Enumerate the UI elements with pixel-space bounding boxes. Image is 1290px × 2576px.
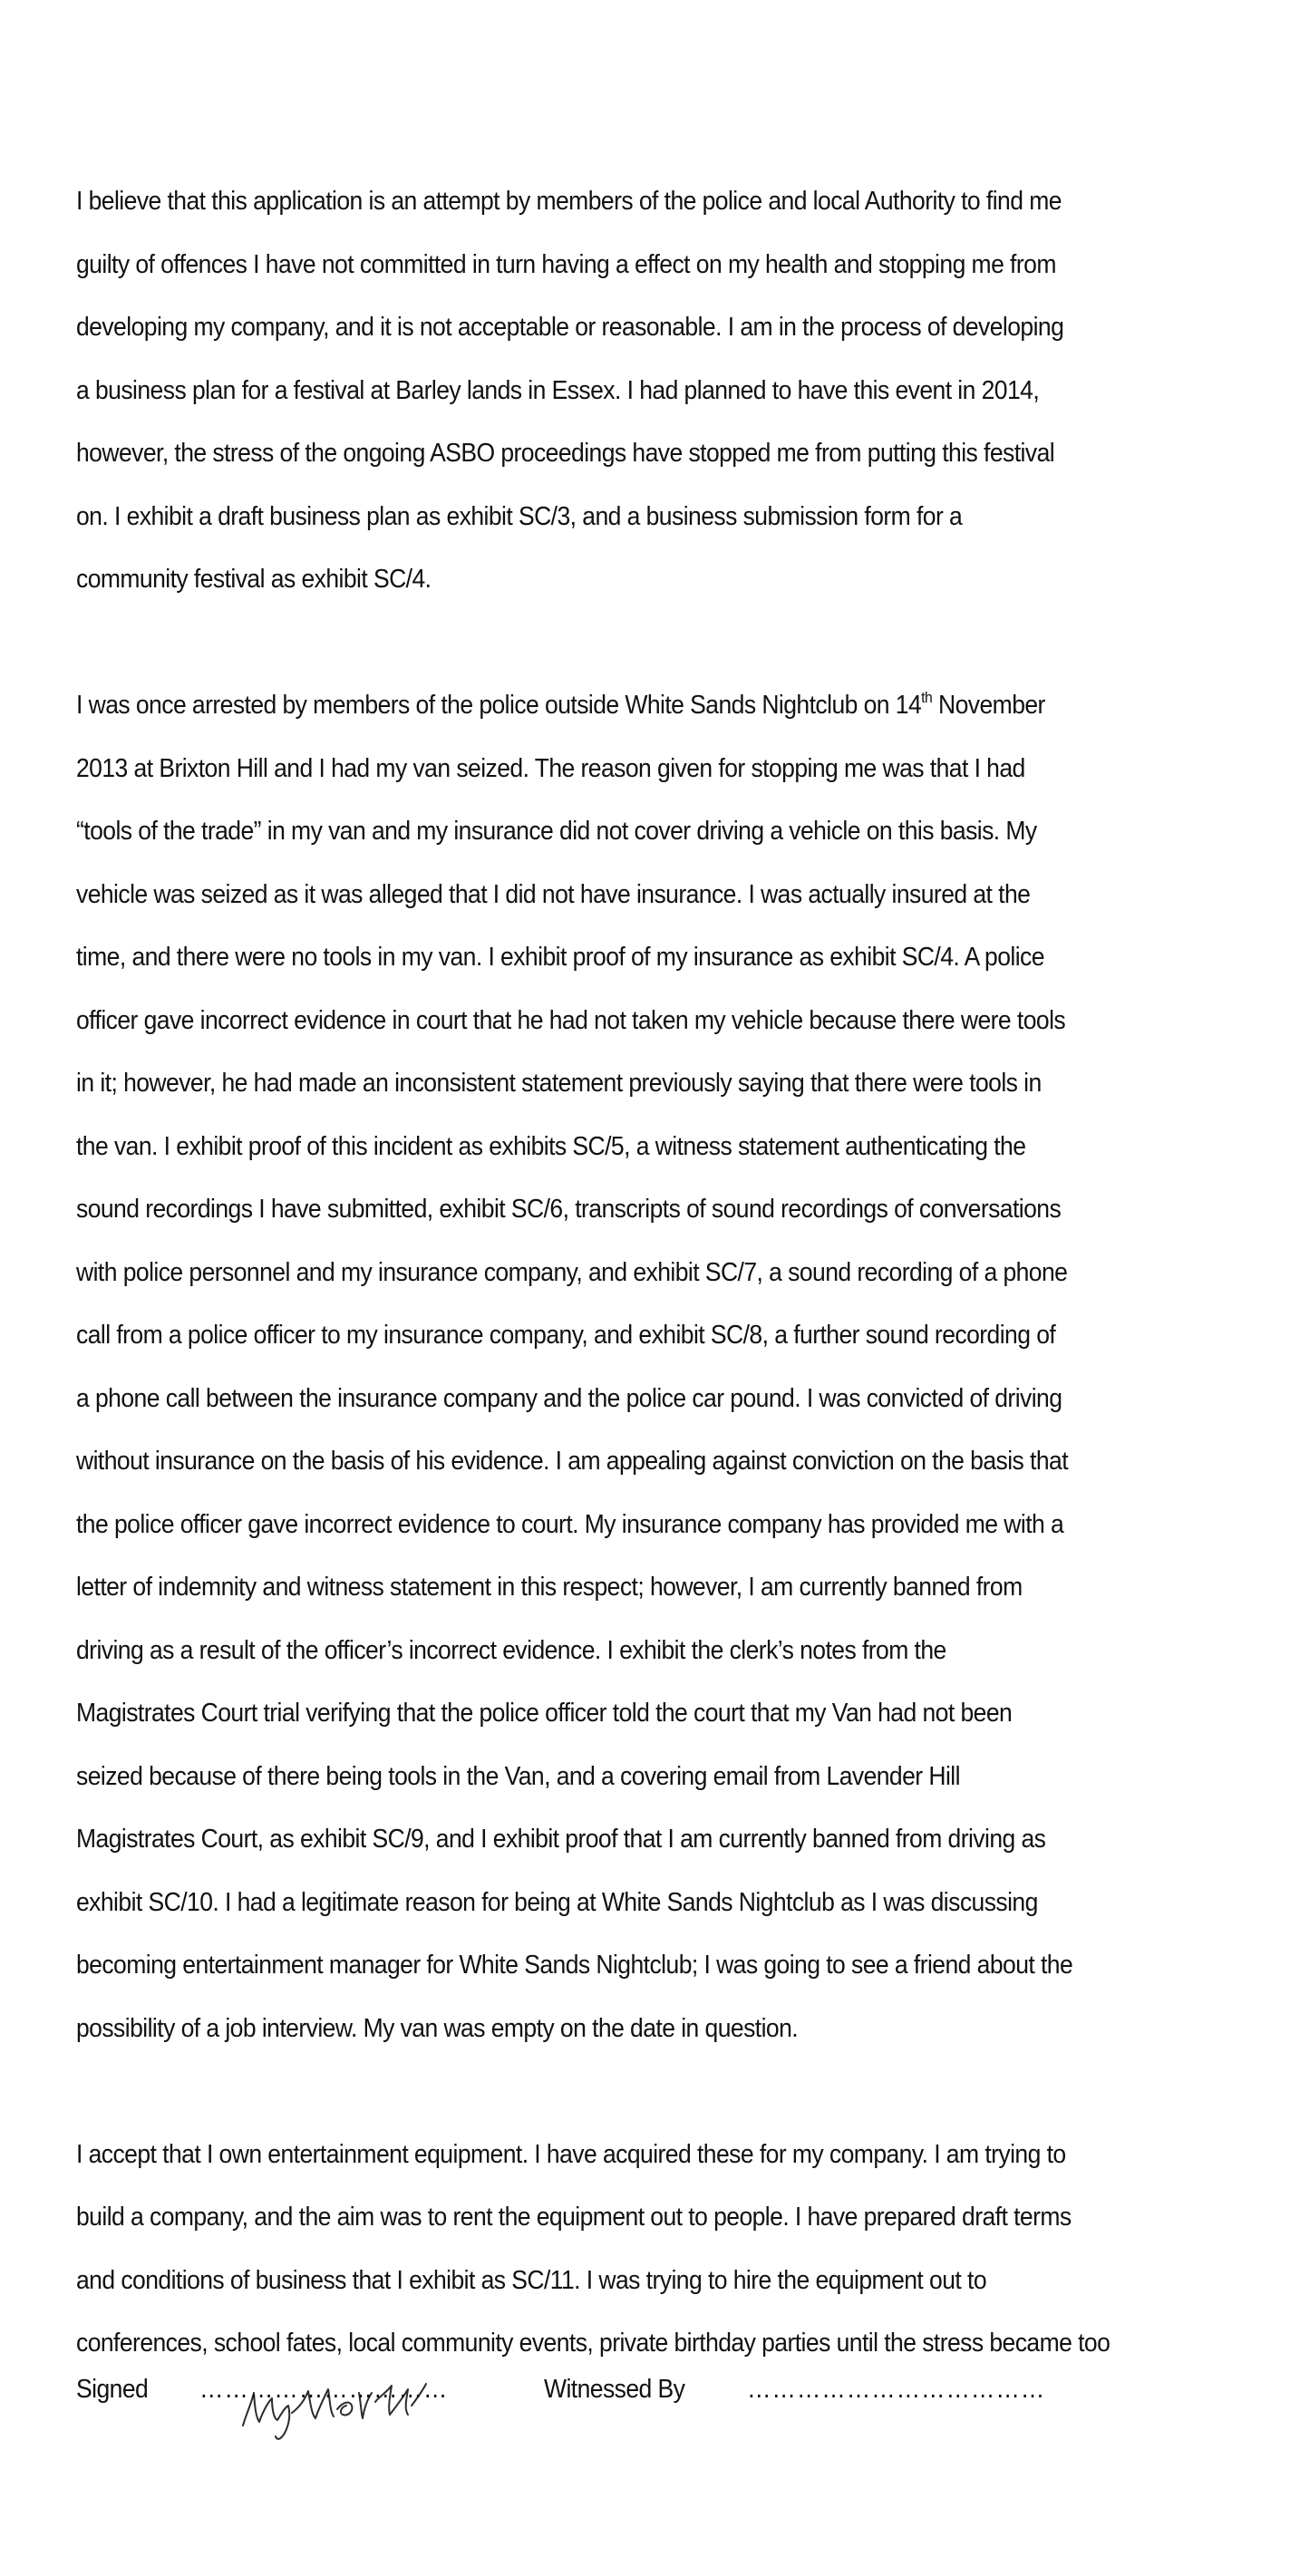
text-line: a business plan for a festival at Barley lands in Essex. I had planned to have this event in 2014, bbox=[76, 375, 1040, 405]
text-line: without insurance on the basis of his evidence. I am appealing against conviction on the basis that bbox=[76, 1447, 1069, 1476]
text-line: however, the stress of the ongoing ASBO proceedings have stopped me from putting this festival bbox=[76, 439, 1055, 468]
text-line: I believe that this application is an attempt by members of the police and local Authority to find me bbox=[76, 187, 1062, 216]
signed-label: Signed bbox=[76, 2375, 149, 2404]
statement-body bbox=[76, 170, 1147, 2376]
text-line: build a company, and the aim was to rent the equipment out to people. I have prepared draft terms bbox=[76, 2203, 1072, 2232]
text-line: time, and there were no tools in my van. I exhibit proof of my insurance as exhibit SC/4. A police bbox=[76, 943, 1044, 972]
text-line: letter of indemnity and witness statement in this respect; however, I am currently banned from bbox=[76, 1573, 1023, 1602]
text-line: vehicle was seized as it was alleged that I did not have insurance. I was actually insured at the bbox=[76, 879, 1031, 909]
text-line: the van. I exhibit proof of this incident as exhibits SC/5, a witness statement authenticating the bbox=[76, 1131, 1026, 1161]
text-line: community festival as exhibit SC/4. bbox=[76, 565, 432, 594]
text-line: with police personnel and my insurance company, and exhibit SC/7, a sound recording of a phone bbox=[76, 1257, 1068, 1287]
text-line bbox=[76, 674, 1147, 738]
text-line: sound recordings I have submitted, exhibit SC/6, transcripts of sound recordings of conversations bbox=[76, 1195, 1062, 1224]
ordinal-superscript: th bbox=[921, 689, 933, 706]
signed-line: ………………………… bbox=[199, 2375, 449, 2404]
text-line: driving as a result of the officer’s incorrect evidence. I exhibit the clerk’s notes from the bbox=[76, 1635, 946, 1665]
text-line: a phone call between the insurance company and the police car pound. I was convicted of driving bbox=[76, 1383, 1062, 1413]
text-line: seized because of there being tools in the Van, and a covering email from Lavender Hill bbox=[76, 1761, 960, 1791]
text-line: and conditions of business that I exhibit as SC/11. I was trying to hire the equipment out to bbox=[76, 2265, 987, 2295]
text-line: I accept that I own entertainment equipment. I have acquired these for my company. I am trying to bbox=[76, 2139, 1066, 2169]
witnessed-by-line: ……………………………… bbox=[747, 2375, 1046, 2404]
text-line: on. I exhibit a draft business plan as exhibit SC/3, and a business submission form for a bbox=[76, 501, 963, 531]
paragraph-arrest bbox=[76, 674, 1147, 2060]
text-line: Magistrates Court, as exhibit SC/9, and I exhibit proof that I am currently banned from driving as bbox=[76, 1825, 1046, 1854]
signature-block bbox=[76, 2375, 1227, 2447]
text-line: guilty of offences I have not committed in turn having a effect on my health and stopping me from bbox=[76, 249, 1056, 279]
text-line: 2013 at Brixton Hill and I had my van seized. The reason given for stopping me was that I had bbox=[76, 753, 1025, 783]
text-line: developing my company, and it is not acceptable or reasonable. I am in the process of developing bbox=[76, 313, 1064, 342]
text-segment: I was once arrested by members of the police outside White Sands Nightclub on 14 bbox=[76, 691, 922, 720]
text-line: conferences, school fates, local community events, private birthday parties until the stress became too bbox=[76, 2329, 1111, 2358]
paragraph-festival bbox=[76, 170, 1147, 612]
text-line: becoming entertainment manager for White Sands Nightclub; I was going to see a friend about the bbox=[76, 1951, 1073, 1980]
witnessed-by-label: Witnessed By bbox=[544, 2375, 685, 2404]
text-line: exhibit SC/10. I had a legitimate reason for being at White Sands Nightclub as I was discussing bbox=[76, 1887, 1038, 1917]
text-segment: November bbox=[932, 691, 1045, 720]
text-line: possibility of a job interview. My van was empty on the date in question. bbox=[76, 2013, 799, 2043]
text-line: the police officer gave incorrect evidence to court. My insurance company has provided me with a bbox=[76, 1509, 1064, 1539]
paragraph-equipment bbox=[76, 2124, 1147, 2376]
text-line: in it; however, he had made an inconsistent statement previously saying that there were tools in bbox=[76, 1069, 1042, 1098]
text-line: Magistrates Court trial verifying that the police officer told the court that my Van had not been bbox=[76, 1699, 1013, 1728]
text-line: call from a police officer to my insurance company, and exhibit SC/8, a further sound recording of bbox=[76, 1321, 1056, 1350]
text-line: “tools of the trade” in my van and my insurance did not cover driving a vehicle on this basis. My bbox=[76, 817, 1037, 846]
text-line: officer gave incorrect evidence in court that he had not taken my vehicle because there were tools bbox=[76, 1005, 1066, 1035]
